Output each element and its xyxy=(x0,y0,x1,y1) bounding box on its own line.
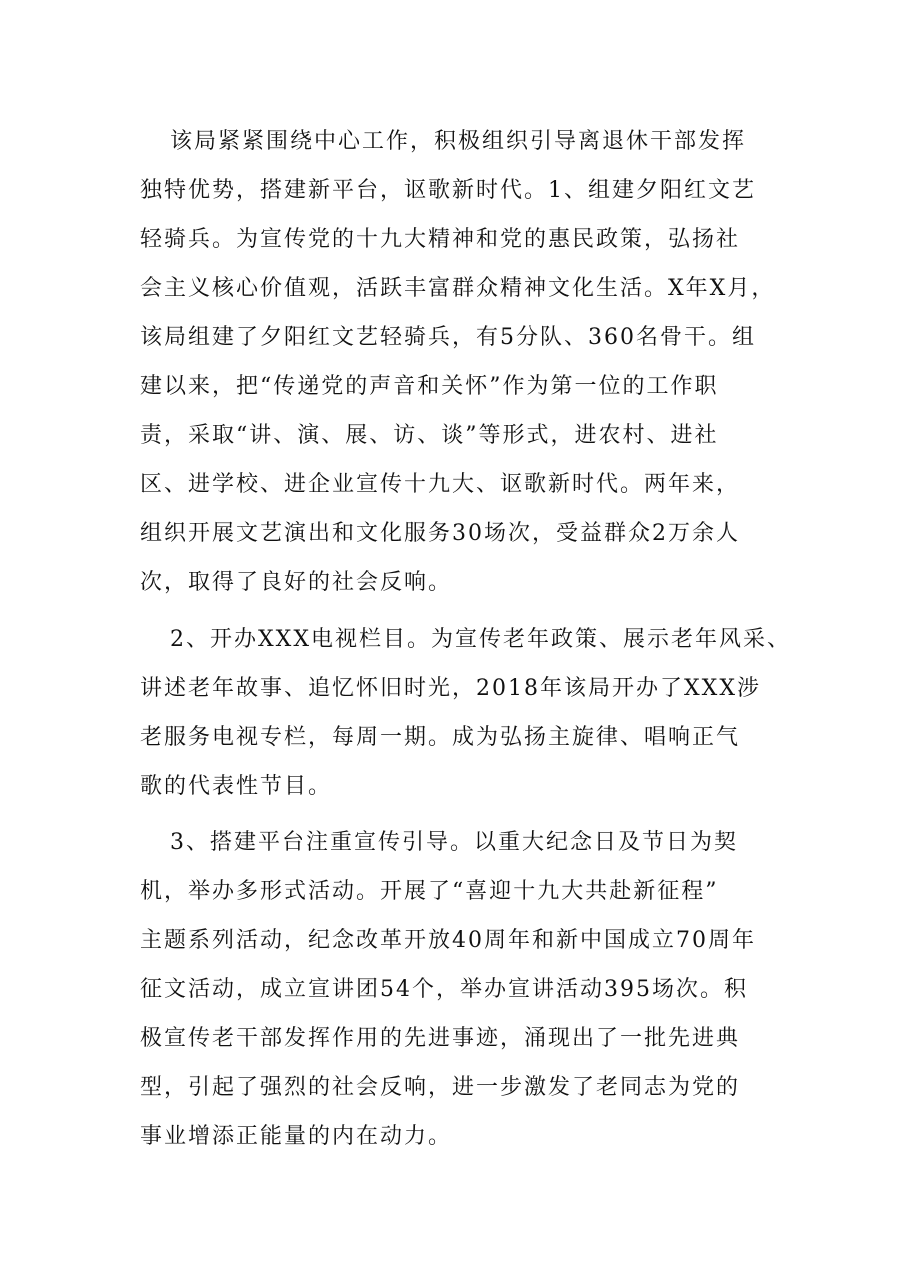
text-line: 责，采取“讲、演、展、访、谈”等形式，进农村、进社 xyxy=(140,423,719,448)
text-line: 歌的代表性节目。 xyxy=(140,774,333,799)
text-line: 次，取得了良好的社会反响。 xyxy=(140,570,453,595)
text-line: 2、开办XXX电视栏目。为宣传老年政策、展示老年风采、 xyxy=(170,627,791,652)
text-line: 征文活动，成立宣讲团54个，举办宣讲活动395场次。积 xyxy=(140,977,748,1002)
text-line: 轻骑兵。为宣传党的十九大精神和党的惠民政策，弘扬社 xyxy=(140,227,741,252)
text-line: 机，举办多形式活动。开展了“喜迎十九大共赴新征程” xyxy=(140,879,719,904)
text-line: 区、进学校、进企业宣传十九大、讴歌新时代。两年来， xyxy=(140,472,741,497)
text-line: 建以来，把“传递党的声音和关怀”作为第一位的工作职 xyxy=(140,374,719,399)
text-line: 型，引起了强烈的社会反响，进一步激发了老同志为党的 xyxy=(140,1075,741,1100)
text-line: 主题系列活动，纪念改革开放40周年和新中国成立70周年 xyxy=(140,928,756,953)
text-line: 极宣传老干部发挥作用的先进事迹，涌现出了一批先进典 xyxy=(140,1026,741,1051)
text-line: 老服务电视专栏，每周一期。成为弘扬主旋律、唱响正气 xyxy=(140,725,741,750)
text-line: 3、搭建平台注重宣传引导。以重大纪念日及节日为契 xyxy=(170,830,738,855)
text-line: 该局紧紧围绕中心工作，积极组织引导离退休干部发挥 xyxy=(170,129,747,154)
text-line: 组织开展文艺演出和文化服务30场次，受益群众2万余人 xyxy=(140,521,740,546)
text-line: 会主义核心价值观，活跃丰富群众精神文化生活。X年X月， xyxy=(140,276,776,301)
text-line: 该局组建了夕阳红文艺轻骑兵，有5分队、360名骨干。组 xyxy=(140,325,756,350)
text-line: 独特优势，搭建新平台，讴歌新时代。1、组建夕阳红文艺 xyxy=(140,178,756,203)
text-line: 事业增添正能量的内在动力。 xyxy=(140,1124,453,1149)
text-line: 讲述老年故事、追忆怀旧时光，2018年该局开办了XXX涉 xyxy=(140,676,761,701)
